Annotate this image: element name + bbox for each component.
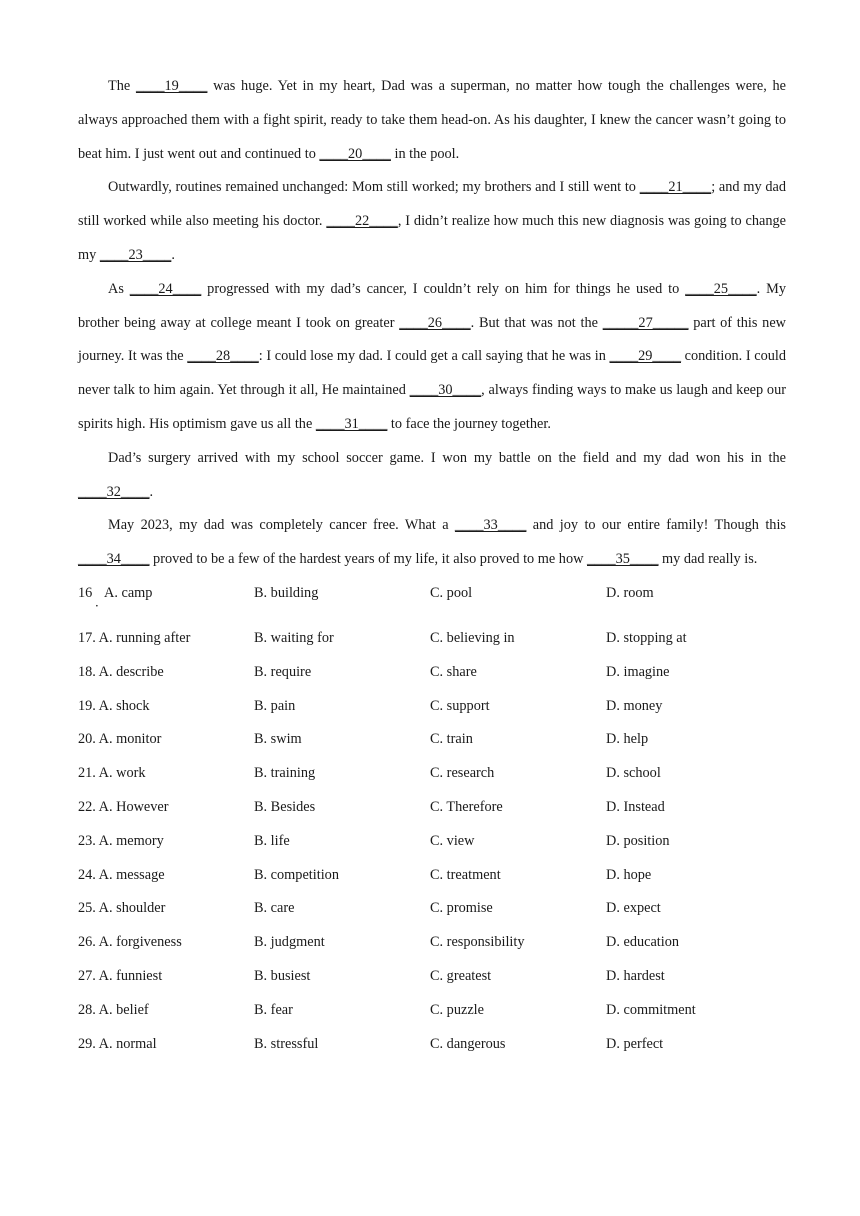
option-b: B. building <box>254 584 319 601</box>
text: . <box>171 246 175 263</box>
question-row <box>78 1028 786 1062</box>
option-c: C. pool <box>430 584 473 601</box>
option-d: D. perfect <box>606 1035 664 1052</box>
blank-34: ____34____ <box>78 551 150 568</box>
option-a: 20. A. monitor <box>78 731 162 748</box>
paragraph-1 <box>78 70 786 171</box>
option-a: 18. A. describe <box>78 663 164 680</box>
option-a: 25. A. shoulder <box>78 900 166 917</box>
option-b: B. busiest <box>254 967 311 984</box>
blank-35: ____35____ <box>587 551 659 568</box>
answer-options <box>78 577 786 1061</box>
blank-29: ____29____ <box>609 348 681 365</box>
option-d: D. education <box>606 934 680 951</box>
option-a: 22. A. However <box>78 798 169 815</box>
text: was huge. Yet in my heart, Dad was a superman, no matter how tough the challenges were, he always approached them with a fight spirit, ready to take them head-on. As his daughter, I knew the cancer wasn’t going to beat him. I just went out and continued to <box>78 78 786 162</box>
option-a: 27. A. funniest <box>78 967 163 984</box>
text: and joy to our entire family! Though this <box>526 517 786 534</box>
option-b: B. fear <box>254 1001 293 1018</box>
option-a: 19. A. shock <box>78 697 150 714</box>
paragraph-2 <box>78 171 786 272</box>
question-row <box>78 757 786 791</box>
question-row <box>78 690 786 724</box>
option-d: D. commitment <box>606 1001 696 1018</box>
question-row <box>78 791 786 825</box>
option-b: B. require <box>254 663 312 680</box>
blank-28: ____28____ <box>187 348 259 365</box>
option-a: 24. A. message <box>78 866 165 883</box>
text: proved to be a few of the hardest years of my life, it also proved to me how <box>149 551 587 568</box>
option-b: B. stressful <box>254 1035 319 1052</box>
option-a: 26. A. forgiveness <box>78 934 182 951</box>
option-c: C. believing in <box>430 629 515 646</box>
question-row <box>78 656 786 690</box>
option-c: C. support <box>430 697 490 714</box>
question-row <box>78 723 786 757</box>
blank-23: ____23____ <box>99 246 172 263</box>
option-c: C. promise <box>430 900 493 917</box>
blank-32: ____32____ <box>78 483 150 500</box>
cloze-passage <box>78 70 786 577</box>
option-d: D. help <box>606 731 649 748</box>
blank-21: ____21____ <box>639 179 712 196</box>
option-c: C. dangerous <box>430 1035 506 1052</box>
text: ; and my dad still worked while also meeting his doctor. <box>78 179 787 230</box>
question-row <box>78 825 786 859</box>
text: . <box>149 483 154 500</box>
blank-31: ____31____ <box>315 415 388 432</box>
paragraph-5 <box>78 509 786 577</box>
text: condition. I could never talk to him again. Yet through it all, He maintained <box>78 348 787 399</box>
option-b: B. Besides <box>254 798 316 815</box>
blank-20: ____20____ <box>319 145 391 162</box>
option-c: C. share <box>430 663 477 680</box>
text: in the pool. <box>390 145 460 162</box>
option-a-label: A. camp <box>104 584 153 601</box>
option-b: B. training <box>254 765 316 782</box>
option-d: D. school <box>606 765 661 782</box>
text: , I didn’t realize how much this new diagnosis was going to change my <box>78 213 786 263</box>
option-d: D. stopping at <box>606 629 687 646</box>
option-b: B. swim <box>254 731 302 748</box>
option-c: C. train <box>430 731 473 748</box>
question-row <box>78 994 786 1028</box>
text: my dad really is. <box>658 551 758 568</box>
question-row <box>78 622 786 656</box>
option-b: B. pain <box>254 697 296 714</box>
option-d: D. money <box>606 697 663 714</box>
paragraph-4 <box>78 442 786 510</box>
option-d: D. hardest <box>606 967 665 984</box>
text: , always finding ways to make us laugh and keep our spirits high. His optimism gave us all the <box>78 382 786 432</box>
question-row <box>78 892 786 926</box>
paragraph-3 <box>78 273 786 442</box>
text: part of this new journey. It was the <box>78 314 786 365</box>
question-row <box>78 859 786 893</box>
option-a <box>78 577 254 622</box>
question-number: 16 ． <box>78 577 104 611</box>
text: Outwardly, routines remained unchanged: Mom still worked; my brothers and I still went to <box>108 179 640 196</box>
text: As <box>108 280 130 297</box>
option-a: 29. A. normal <box>78 1035 157 1052</box>
text: to face the journey together. <box>387 415 551 432</box>
text: . My brother being away at college meant I took on greater <box>78 280 786 331</box>
option-d: D. Instead <box>606 798 665 815</box>
text: : I could lose my dad. I could get a call saying that he was in <box>258 348 610 365</box>
blank-24: ____24____ <box>129 280 202 297</box>
question-row <box>78 926 786 960</box>
text: The <box>108 78 136 94</box>
option-d: D. room <box>606 584 654 601</box>
blank-25: ____25____ <box>685 280 757 297</box>
option-c: C. puzzle <box>430 1001 484 1018</box>
option-a: 23. A. memory <box>78 832 164 849</box>
option-c: C. greatest <box>430 967 492 984</box>
text: May 2023, my dad was completely cancer free. What a <box>108 517 455 534</box>
blank-22: ____22____ <box>326 213 398 230</box>
option-c: C. view <box>430 832 475 849</box>
text: . But that was not the <box>470 314 603 331</box>
blank-27: _____27_____ <box>602 314 689 331</box>
option-c: C. Therefore <box>430 798 503 815</box>
text: Dad’s surgery arrived with my school soccer game. I won my battle on the field and my dad won his in the <box>108 449 786 466</box>
option-b: B. waiting for <box>254 629 334 646</box>
question-row <box>78 960 786 994</box>
option-a: 21. A. work <box>78 765 146 782</box>
option-a: 28. A. belief <box>78 1001 149 1018</box>
option-d: D. hope <box>606 866 652 883</box>
option-c: C. responsibility <box>430 934 525 951</box>
blank-30: ____30____ <box>409 382 482 399</box>
option-a: 17. A. running after <box>78 629 191 646</box>
blank-26: ____26____ <box>399 314 471 331</box>
option-d: D. expect <box>606 900 661 917</box>
option-rows <box>78 622 786 1061</box>
number-dot: ． <box>95 594 108 609</box>
option-b: B. judgment <box>254 934 325 951</box>
text: progressed with my dad’s cancer, I couldn’t rely on him for things he used to <box>201 280 686 297</box>
option-d: D. imagine <box>606 663 670 680</box>
option-b: B. life <box>254 832 290 849</box>
option-b: B. care <box>254 900 295 917</box>
blank-19: ____19____ <box>135 78 208 94</box>
option-b: B. competition <box>254 866 339 883</box>
option-c: C. research <box>430 765 495 782</box>
option-d: D. position <box>606 832 670 849</box>
option-c: C. treatment <box>430 866 501 883</box>
blank-33: ____33____ <box>454 517 527 534</box>
question-row-16 <box>78 577 786 622</box>
document-page <box>78 70 786 1061</box>
